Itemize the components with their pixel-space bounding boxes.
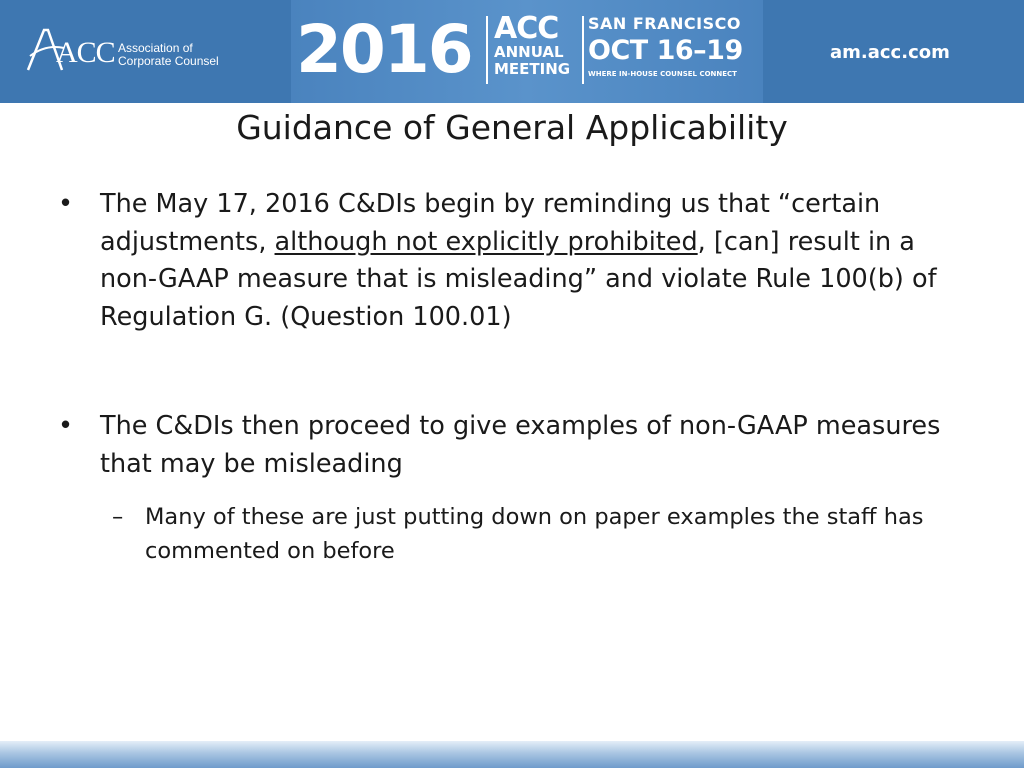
bullet-marker: •	[58, 411, 74, 441]
event-name-annual: ANNUAL	[494, 43, 564, 61]
bullet-marker: •	[58, 189, 74, 219]
event-name-meeting: MEETING	[494, 60, 571, 78]
event-city: SAN FRANCISCO	[588, 14, 741, 33]
event-year: 2016	[296, 11, 472, 88]
bullet-text-part: The May 17, 2016 C&DIs begin by reminding us that “certain adjustments,	[100, 189, 881, 257]
sub-bullet-text: Many of these are just putting down on paper examples the staff has commented on before	[145, 504, 924, 564]
divider	[486, 16, 488, 84]
acc-logo	[26, 26, 226, 76]
logo-org-name	[118, 42, 238, 68]
event-name-acc: ACC	[494, 11, 559, 46]
header-banner	[0, 0, 1024, 103]
bullet-text	[100, 186, 958, 336]
event-tagline: WHERE IN-HOUSE COUNSEL CONNECT	[588, 70, 737, 78]
logo-acc-letters: ACC	[56, 36, 115, 69]
divider	[582, 16, 584, 84]
event-details	[588, 14, 768, 80]
slide-title: Guidance of General Applicability	[236, 108, 788, 147]
bullet-text-part: , [can] result in a non-GAAP measure that is misleading” and violate Rule 100(b) of Regulation G. (Question 100.01)	[100, 226, 937, 332]
bullet-text-underlined: although not explicitly prohibited	[274, 226, 698, 257]
footer-bar	[0, 741, 1024, 768]
bullet-item	[58, 186, 958, 336]
website-url: am.acc.com	[830, 42, 950, 63]
logo-org-name-line2: Corporate Counsel	[118, 54, 219, 68]
logo-org-name-line1: Association of	[118, 41, 193, 55]
bullet-text: The C&DIs then proceed to give examples of non-GAAP measures that may be misleading	[100, 411, 941, 479]
sub-bullet-item	[112, 500, 982, 568]
sub-bullet-marker: –	[112, 504, 124, 530]
bullet-item	[58, 408, 958, 483]
event-name	[494, 11, 580, 78]
event-dates: OCT 16–19	[588, 35, 743, 66]
